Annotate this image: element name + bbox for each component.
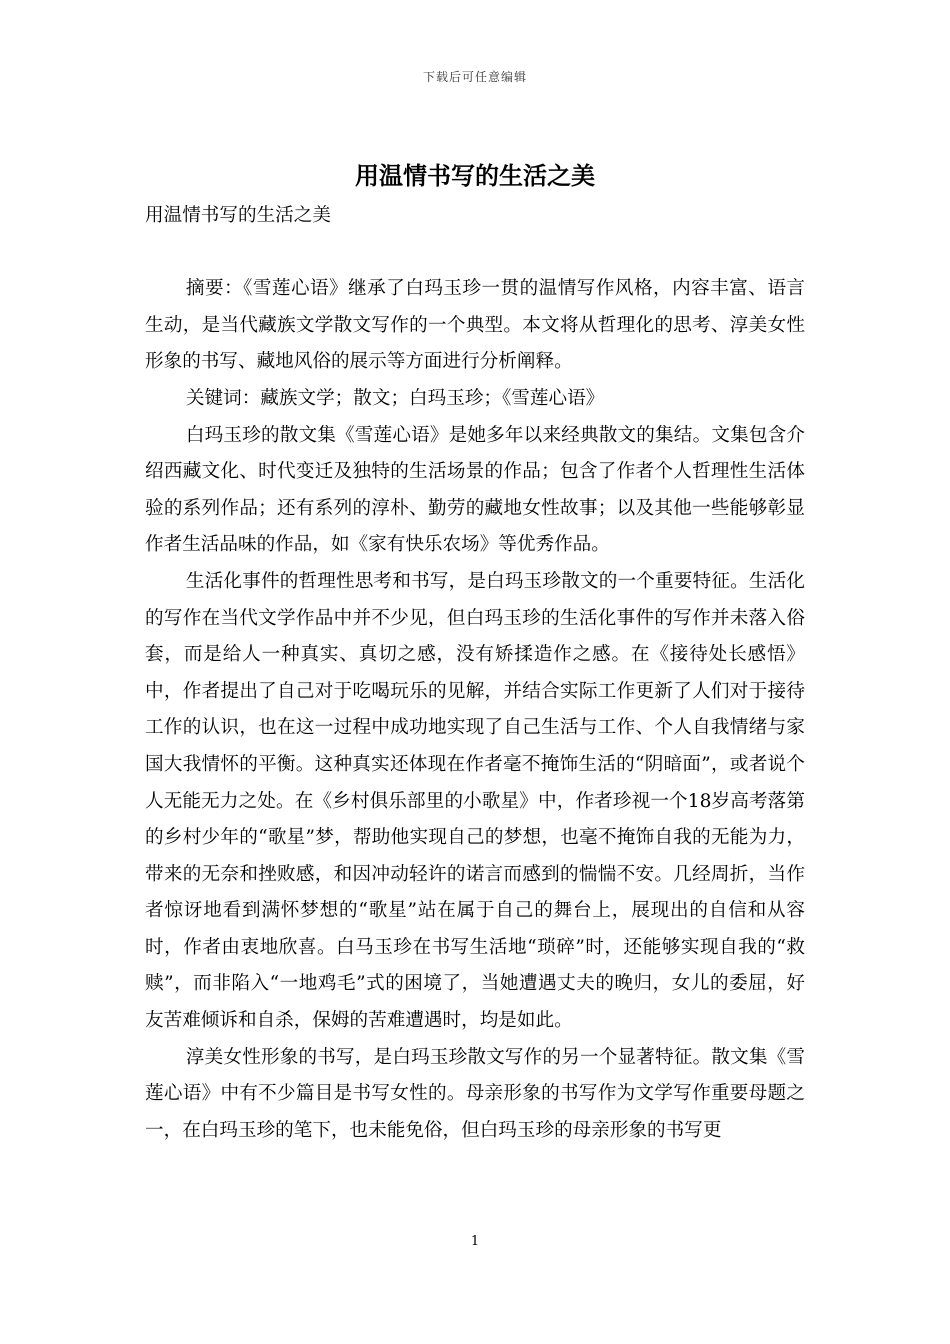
body-paragraph: 淳美女性形象的书写，是白玛玉珍散文写作的另一个显著特征。散文集《雪莲心语》中有不少篇目是书写女性的。母亲形象的书写作为文学写作重要母题之一，在白玛玉珍的笔下，也未能免俗，但白玛玉珍的母亲形象的书写更: [145, 1046, 805, 1141]
document-title: 用温情书写的生活之美: [355, 161, 595, 190]
document-body: [145, 198, 805, 1149]
keywords-paragraph: 关键词：藏族文学；散文；白玛玉珍；《雪莲心语》: [185, 387, 605, 409]
subtitle: 用温情书写的生活之美: [145, 205, 331, 226]
header-note: 下载后可任意编辑: [422, 70, 527, 84]
page-number: 1: [470, 1234, 480, 1249]
body-paragraph: 生活化事件的哲理性思考和书写，是白玛玉珍散文的一个重要特征。生活化的写作在当代文学作品中并不少见，但白玛玉珍的生活化事件的写作并未落入俗套，而是给人一种真实、真切之感，没有矫揉造作之感。在《接待处长感悟》中，作者提出了自己对于吃喝玩乐的见解，并结合实际工作更新了人们对于接待工作的认识，也在这一过程中成功地实现了自己生活与工作、个人自我情绪与家国大我情怀的平衡。这种真实还体现在作者毫不掩饰生活的“阴暗面”，或者说个人无能无力之处。在《乡村俱乐部里的小歌星》中，作者珍视一个18岁高考落第的乡村少年的“歌星”梦，帮助他实现自己的梦想，也毫不掩饰自我的无能为力，带来的无奈和挫败感，和因冲动轻许的诺言而感到的惴惴不安。几经周折，当作者惊讶地看到满怀梦想的“歌星”站在属于自己的舞台上，展现出的自信和从容时，作者由衷地欣喜。白马玉珍在书写生活地“琐碎”时，还能够实现自我的“救赎”，而非陷入“一地鸡毛”式的困境了，当她遭遇丈夫的晚归，女儿的委屈，好友苦难倾诉和自杀，保姆的苦难遭遇时，均是如此。: [145, 570, 805, 1032]
body-paragraph: 白玛玉珍的散文集《雪莲心语》是她多年以来经典散文的集结。文集包含介绍西藏文化、时代变迁及独特的生活场景的作品；包含了作者个人哲理性生活体验的系列作品；还有系列的淳朴、勤劳的藏地女性故事；以及其他一些能够彰显作者生活品味的作品，如《家有快乐农场》等优秀作品。: [145, 424, 805, 556]
blank-line: [145, 235, 805, 272]
abstract-paragraph: 摘要：《雪莲心语》继承了白玛玉珍一贯的温情写作风格，内容丰富、语言生动，是当代藏族文学散文写作的一个典型。本文将从哲理化的思考、淳美女性形象的书写、藏地风俗的展示等方面进行分析阐释。: [145, 278, 805, 373]
